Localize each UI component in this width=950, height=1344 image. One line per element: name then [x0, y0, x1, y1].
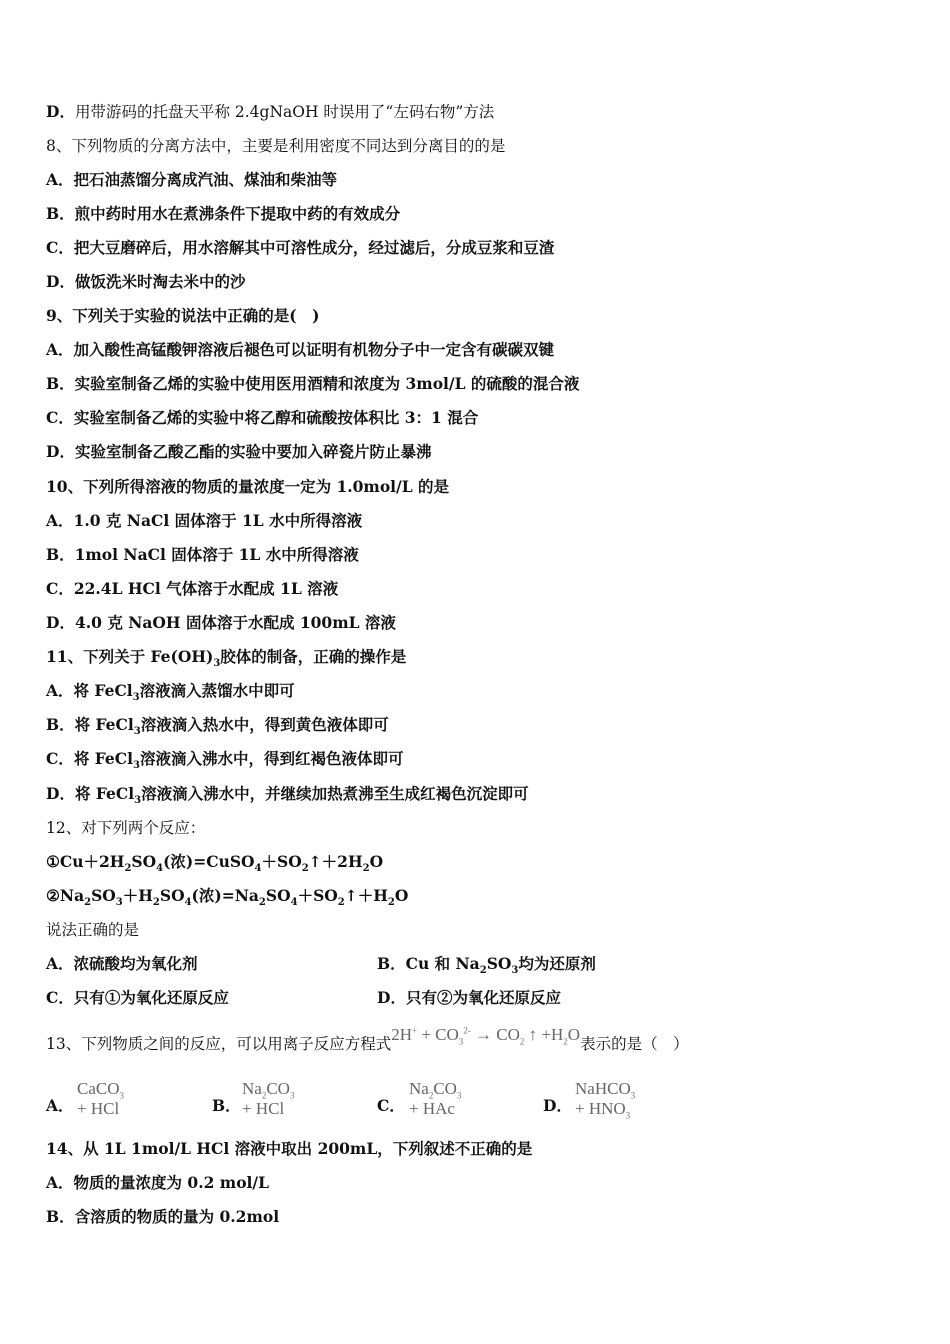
q8-option-a: A．把石油蒸馏分离成汽油、煤油和柴油等	[46, 170, 338, 189]
q12-option-b: B．Cu 和 $Na_2SO_3$均为还原剂	[377, 954, 596, 977]
question-9: 9、下列关于实验的说法中正确的是( )	[46, 306, 320, 325]
q12-option-d: D．只有②为氧化还原反应	[377, 988, 561, 1007]
q11-option-c: C．将 FeCl$_3$溶液滴入沸水中，得到红褐色液体即可	[46, 749, 404, 772]
reaction-1: $①Cu+2H_2SO_4$(浓)$=CuSO_4+SO_2↑+2H_2O$	[46, 852, 384, 875]
question-13: 13、下列物质之间的反应，可以用离子反应方程式$2H^+ + CO_3^{2-} \to CO_2$ ↑ $+H_2O$表示的是（ ）	[46, 1025, 689, 1053]
q9-option-a: A．加入酸性高锰酸钾溶液后褪色可以证明有机物分子中一定含有碳碳双键	[46, 340, 555, 359]
q9-option-d: D．实验室制备乙酸乙酯的实验中要加入碎瓷片防止暴沸	[46, 442, 432, 461]
q14-option-b: B．含溶质的物质的量为 0.2mol	[46, 1207, 280, 1226]
question-8: 8、下列物质的分离方法中，主要是利用密度不同达到分离目的的是	[46, 137, 506, 155]
question-11: 11、下列关于 $Fe(OH)_3$胶体的制备，正确的操作是	[46, 647, 407, 670]
q11-option-d: D．将 FeCl$_3$溶液滴入沸水中，并继续加热煮沸至生成红褐色沉淀即可	[46, 784, 529, 807]
q8-option-c: C．把大豆磨碎后，用水溶解其中可溶性成分，经过滤后，分成豆浆和豆渣	[46, 238, 555, 257]
q12-option-c: C．只有①为氧化还原反应	[46, 988, 229, 1007]
q10-option-b: B．1mol NaCl 固体溶于 1L 水中所得溶液	[46, 545, 359, 564]
q13a-formula: CaCO$_3$ + HCl	[77, 1079, 124, 1118]
q10-option-d: D．4.0 克 NaOH 固体溶于水配成 100mL 溶液	[46, 613, 396, 632]
option-d-line: D．用带游码的托盘天平称 2.4gNaOH 时误用了“左码右物”方法	[46, 102, 495, 121]
q12-statement: 说法正确的是	[46, 921, 140, 939]
q13c-formula: $Na_2CO_3$ + HAc	[409, 1079, 462, 1118]
q12-option-a: A．浓硫酸均为氧化剂	[46, 954, 198, 973]
q8-option-d: D．做饭洗米时淘去米中的沙	[46, 272, 246, 291]
q8-option-b: B．煎中药时用水在煮沸条件下提取中药的有效成分	[46, 204, 401, 223]
question-10: 10、下列所得溶液的物质的量浓度一定为 1.0mol/L 的是	[46, 477, 450, 496]
q14-option-a: A．物质的量浓度为 0.2 mol/L	[46, 1173, 269, 1192]
q11-option-a: A．将 FeCl$_3$溶液滴入蒸馏水中即可	[46, 681, 295, 704]
q9-option-c: C．实验室制备乙烯的实验中将乙醇和硫酸按体积比 3：1 混合	[46, 408, 479, 427]
question-12: 12、对下列两个反应：	[46, 819, 206, 837]
q9-option-b: B．实验室制备乙烯的实验中使用医用酒精和浓度为 3mol/L 的硫酸的混合液	[46, 374, 580, 393]
reaction-2: $②Na_2SO_3+H_2SO_4$(浓)$=Na_2SO_4+SO_2↑+H_2O$	[46, 886, 409, 909]
q13b-formula: $Na_2CO_3$ + HCl	[242, 1079, 295, 1118]
q11-option-b: B．将 FeCl$_3$溶液滴入热水中，得到黄色液体即可	[46, 715, 389, 738]
q10-option-a: A．1.0 克 NaCl 固体溶于 1L 水中所得溶液	[46, 511, 363, 530]
question-14: 14、从 1L 1mol/L HCl 溶液中取出 200mL，下列叙述不正确的是	[46, 1139, 533, 1158]
ionic-equation: $2H^+ + CO_3^{2-} \to CO_2$ ↑ $+H_2O$	[391, 1025, 581, 1047]
q10-option-c: C．22.4L HCl 气体溶于水配成 1L 溶液	[46, 579, 339, 598]
q13d-formula: NaHCO$_3$ + $HNO_3$	[575, 1079, 636, 1121]
